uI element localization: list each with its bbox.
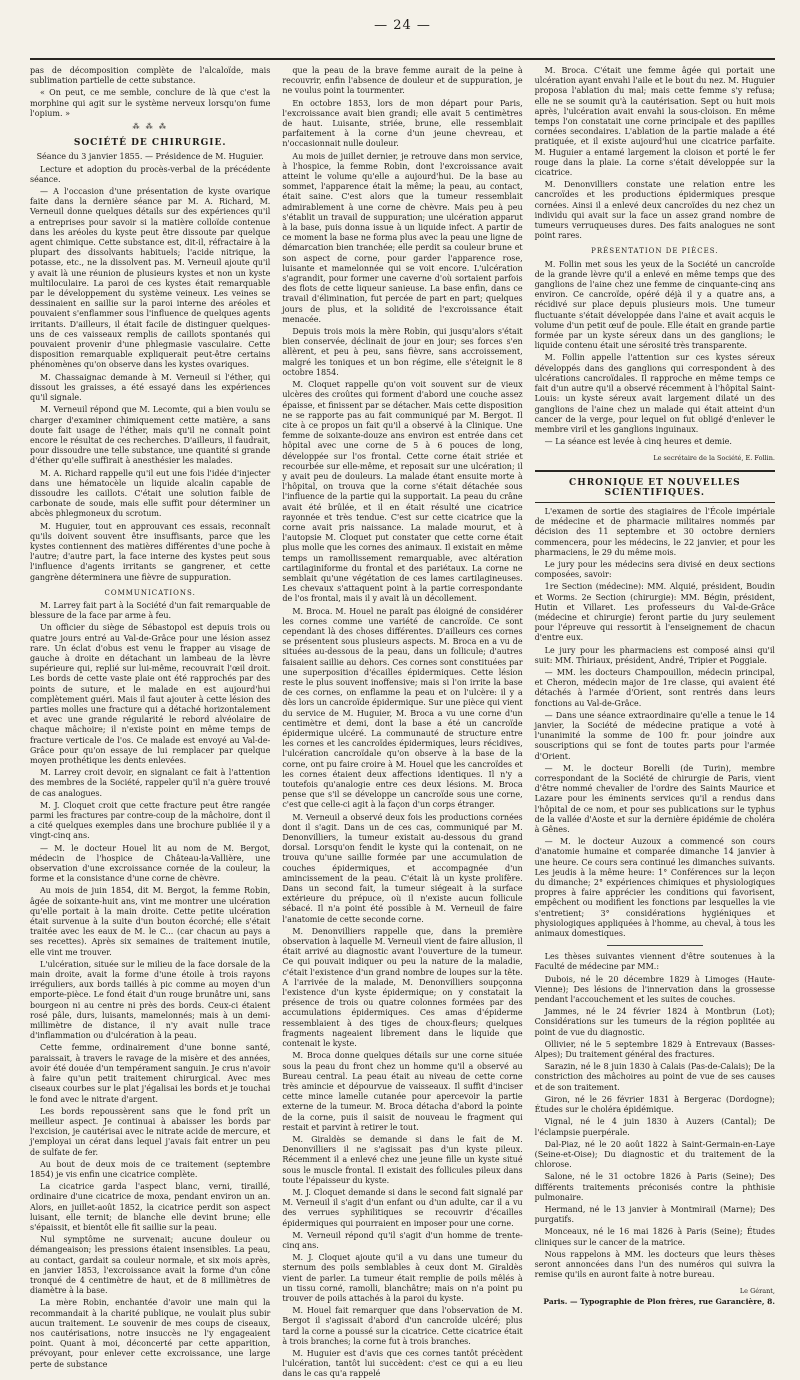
paragraph: M. Denonvilliers rappelle que, dans la première observation à laquelle M. Verneuil vient de faire allusion, il était arrivé au diagnostic avant l'ouverture de la tumeur. Ce qui pouvait indiquer ou peu la nature de la maladie, c'était l'existence d'un grand nombre de loupes sur la tête. A l'arrivée de la malade, M. Denonvilliers soupçonna l'existence d'un kyste épidermique; on y constatait la présence de trois ou quatre colonnes formées par des accumulations épidermiques. Ces amas d'épiderme ressemblaient à des tiges de choux-fleurs; quelques fragments nageaient librement dans le liquide que contenait le kyste. xyxy=(282,926,523,1049)
paragraph: M. Huguier est d'avis que ces cornes tantôt précèdent l'ulcération, tantôt lui succèdent: c'est ce qui a eu lieu dans le cas qu'a rappelé xyxy=(282,1348,523,1379)
paragraph: Monceaux, né le 16 mai 1826 à Paris (Seine); Études cliniques sur le cancer de la matrice. xyxy=(534,1227,775,1247)
paragraph: Nous rappelons à MM. les docteurs que leurs thèses seront annoncées dans l'un des numéros qui suivra la remise qu'ils en auront faite à notre bureau. xyxy=(534,1249,775,1280)
paragraph: M. Houel fait remarquer que dans l'observation de M. Bergot il s'agissait d'abord d'un cancroïde ulcéré; plus tard la corne a poussé sur la cicatrice. Cette cicatrice était à trois branches; la corne fut à trois branches. xyxy=(282,1306,523,1346)
paragraph: pas de décomposition complète de l'alcaloïde, mais sublimation partielle de cette substance. xyxy=(30,66,271,86)
paragraph: M. Follin met sous les yeux de la Société un cancroïde de la grande lèvre qu'il a enlevé en même temps que des ganglions de l'aine chez une femme de cinquante-cinq ans environ. Ce cancroïde, opéré déjà il y a quatre ans, a récidivé sur place depuis plusieurs mois. Une tumeur fluctuante s'était développée dans l'aine et avait acquis le volume d'un petit œuf de poule. Elle était en grande partie formée par un kyste séreux dans un des ganglions; le liquide contenu était une sérosité très transparente. xyxy=(534,259,775,351)
paragraph: Dubois, né le 20 décembre 1829 à Limoges (Haute-Vienne); Des lésions de l'innervation dans la grossesse pendant l'accouchement et les suites de couches. xyxy=(534,974,775,1005)
paragraph-group xyxy=(30,601,270,1370)
paragraph: Lecture et adoption du procès-verbal de la précédente séance. xyxy=(30,164,271,184)
paragraph: La cicatrice garda l'aspect blanc, verni, tiraillé, ordinaire d'une cicatrice de moxa, pendant environ un an. Alors, en juillet-août 1852, la cicatrice perdit son aspect luisant, elle ternit; de blanche elle devint brune; elle s'épaissit, et bientôt elle fit saillie sur la peau. xyxy=(30,1182,271,1232)
paragraph: Au bout de deux mois de ce traitement (septembre 1854) je vis enfin une cicatrice complète. xyxy=(30,1159,271,1179)
paragraph: L'ulcération, située sur le milieu de la face dorsale de la main droite, avait la forme d'une étoile à trois rayons irréguliers, aux bords taillés à pic comme au moyen d'un emporte-pièce. Le fond était d'un rouge brunâtre uni, sans bourgeon ni au centre ni près des bords. Ceux-ci étaient rosé pâle, durs, luisants, mamelonnés; mais à un demi-millimètre de distance, il n'y avait nulle trace d'inflammation ou d'ulcération à la peau. xyxy=(30,959,271,1041)
imprint-line: Paris. — Typographie de Plon frères, rue Garancière, 8. xyxy=(543,1296,775,1306)
divider xyxy=(535,470,775,472)
paragraph: Au mois de juillet dernier, je retrouve dans mon service, à l'hospice, la femme Robin, dont l'excroissance avait atteint le volume qu'elle a aujourd'hui. De la base au sommet, l'apparence était la même; la peau, au contact, était saine. C'est alors que la tumeur ressemblait admirablement à une corne de chèvre. Mais peu à peu s'établit un travail de suppuration; une ulcération apparut à la base, puis donna issue à un liquide infect. A partir de ce moment la base ne forma plus avec la peau une ligne de démarcation bien tranchée; elle perdit sa couleur brune et son aspect de corne, pour garder l'apparence rose, luisante et mamelonnée qui se voit encore. L'ulcération s'agrandit, pour former une caverne d'où sortaient parfois des flots de cette liqueur sanieuse. La base enfin, dans ce travail d'élimination, fut percée de part en part; quelques jours de plus, et la solidité de l'excroissance était menacée. xyxy=(282,151,523,324)
paragraph: En octobre 1853, lors de mon départ pour Paris, l'excroissance avait bien grandi; elle avait 5 centimètres de haut. Luisante, striée, brune, elle ressemblait parfaitement à la corne d'un jeune chevreau, et n'occasionnait nulle douleur. xyxy=(282,98,523,149)
paragraph: — M. le docteur Borelli (de Turin), membre correspondant de la Société de chirurgie de Paris, vient d'être nommé chevalier de l'ordre des Saints Maurice et Lazare pour les éminents services qu'il a rendus dans l'hôpital de ce nom, et pour ses publications sur le typhus de la vallée d'Aoste et sur la dernière épidémie de choléra à Gênes. xyxy=(534,763,775,835)
paragraph: Ollivier, né le 5 septembre 1829 à Entrevaux (Basses-Alpes); Du traitement général des fractures. xyxy=(534,1039,775,1060)
paragraph: Nul symptôme ne survenait; aucune douleur ou démangeaison; les pressions étaient insensibles. La peau, au contact, gardait sa couleur normale, et six mois après, en janvier 1853, l'excroissance avait la forme d'un cône tronqué de 4 centimètre de haut, et de 8 millimètres de diamètre à la base. xyxy=(30,1235,271,1296)
paragraph: Depuis trois mois la mère Robin, qui jusqu'alors s'était bien conservée, déclinait de jour en jour; ses forces s'en allèrent, et peu à peu, sans fièvre, sans accroissement, malgré les toniques et un bon régime, elle s'éteignit le 8 octobre 1854. xyxy=(282,327,523,377)
paragraph: M. Broca. M. Houel ne paraît pas éloigné de considérer les cornes comme une variété de cancroïde. Ce sont cependant là des choses différentes. D'ailleurs ces cornes se présentent sous plusieurs aspects. M. Broca en a vu de situées au-dessous de la peau, dans un follicule; d'autres faisaient saillie au dehors. Ces cornes sont constituées par une superposition d'écailles épidermiques. Cette lésion reste le plus souvent inoffensive; mais si l'on irrite la base de ces cornes, on enflamme la peau et on l'ulcère: il y a dès lors un cancroïde épidermique. Sur une pièce qui vient du service de M. Huguier, M. Broca a vu une corne d'un centimètre et demi, dont la base a été un cancroïde épidermique ulcéré. La communauté de structure entre les cornes et les cancroïdes épidermiques, leurs récidives, l'ulcération cancroïdale qu'on observe à la base de la corne, ont pu faire croire à M. Houel que les cancroïdes et les cornes étaient deux affections identiques. Il n'y a toutefois qu'analogie entre ces deux lésions. M. Broca pense que s'il se développe un cancroïde sous une corne, c'est que celle-ci agit à la façon d'un corps étranger. xyxy=(282,606,523,810)
paragraph-group xyxy=(30,165,270,583)
paragraph: M. Verneuil répond que M. Lecomte, qui a bien voulu se charger d'examiner chimiquement cette matière, a sans doute fait usage de l'éther, mais qu'il ne connaît point encore le résultat de ces recherches. D'ailleurs, il faudrait, pour dissoudre une telle substance, une quantité si grande d'éther qu'elle suffirait à anesthésier les malades. xyxy=(30,405,271,466)
paragraph: M. J. Cloquet croit que cette fracture peut être rangée parmi les fractures par contre-coup de la mâchoire, dont il a cité quelques exemples dans une brochure publiée il y a vingt-cinq ans. xyxy=(30,800,271,841)
paragraph: Dal-Piaz, né le 20 août 1822 à Saint-Germain-en-Laye (Seine-et-Oise); Du diagnostic et du traitement de la chlorose. xyxy=(534,1139,775,1170)
header-rule xyxy=(30,58,775,60)
ornament-divider: ⁂ ⁂ ⁂ xyxy=(132,123,168,132)
divider xyxy=(607,945,703,946)
paragraph: Cette femme, ordinairement d'une bonne santé, paraissait, à travers le ravage de la misère et des années, avoir été douée d'un tempérament sanguin. Je crus n'avoir à faire qu'un petit traitement chirurgical. Avec mes ciseaux courbes sur le plat j'égalisai les bords et je touchai le fond avec le nitrate d'argent. xyxy=(30,1043,271,1104)
paragraph: M. Verneuil a observé deux fois les productions cornées dont il s'agit. Dans un de ces cas, communiqué par M. Denonvilliers, la tumeur existait au-dessous du grand dorsal. Lorsqu'on fendit le kyste qui la contenait, on ne trouva qu'une saillie formée par une accumulation de couches épidermiques, et accompagnée d'un amincissement de la peau. C'était là un kyste prolifère. Dans un second fait, la tumeur siégeait à la surface extérieure du prépuce, où il n'existe aucun follicule sébacé. Il n'a point été possible à M. Verneuil de faire l'anatomie de cette seconde corne. xyxy=(282,812,523,924)
section-title: SOCIÉTÉ DE CHIRURGIE. xyxy=(73,138,227,149)
presentation-title: PRÉSENTATION DE PIÈCES. xyxy=(591,247,719,256)
paragraph: M. A. Richard rappelle qu'il eut une fois l'idée d'injecter dans une hématocèle un liquide alcalin capable de dissoudre les caillots. C'était une solution faible de carbonate de soude, mais elle suffit pour déterminer un abcès phlegmoneux du scrotum. xyxy=(30,468,271,519)
paragraph: M. Follin appelle l'attention sur ces kystes séreux développés dans des ganglions qui correspondent à des ulcérations cancroïdales. Il rapproche en même temps ce fait d'un autre qu'il a observé récemment à l'hôpital Saint-Louis: un kyste séreux avait largement dilaté un des ganglions de l'aine chez un malade qui était atteint d'un cancer de la verge, pour lequel on fut obligé d'enlever le membre viril et les ganglions inguinaux. xyxy=(534,353,775,434)
paragraph: M. Broca. C'était une femme âgée qui portait une ulcération ayant envahi l'aile et le bout du nez. M. Huguier proposa l'ablation du mal; mais cette femme s'y refusa; elle ne se soumit qu'à la cautérisation. Sept ou huit mois après, l'ulcération avait envahi la sous-cloison. En même temps l'on constatait une corne principale et des papilles cornées secondaires. L'ablation de la partie malade a été pratiquée, et il existe aujourd'hui une cicatrice parfaite. M. Huguier a entamé largement la cloison et porté le fer rouge dans la plaie. La corne s'était développée sur la cicatrice. xyxy=(534,66,775,178)
paragraph: 1re Section (médecine): MM. Alquié, président, Boudin et Worms. 2e Section (chirurgie): MM. Bégin, président, Hutin et Villaret. Les professeurs du Val-de-Grâce (médecine et chirurgie) feront partie du jury seulement pour l'épreuve qui ressortit à l'enseignement de chacun d'entre eux. xyxy=(534,582,775,643)
columns xyxy=(30,66,775,1379)
paragraph-group xyxy=(535,260,775,448)
paragraph: — A l'occasion d'une présentation de kyste ovarique faite dans la dernière séance par M. A. Richard, M. Verneuil donne quelques détails sur des expériences qu'il a entreprises pour savoir si la matière colloïde contenue dans les aréoles du kyste peut être dissoute par quelque agent chimique. Cette substance est, dit-il, réfractaire à la plupart des dissolvants habituels; l'acide nitrique, la potasse, etc., ne la dissolvent pas. M. Verneuil ajoute qu'il y avait là une réunion de plusieurs kystes et non un kyste multiloculaire. La paroi de ces kystes était remarquable par le développement du système veineux. Les veines se dessinaient en saillie sur la paroi interne des aréoles et pouvaient s'enflammer sous l'influence de quelques agents irritants. D'ailleurs, il était facile de distinguer quelques-uns de ces vaisseaux remplis de caillots spontanés qui pouvaient provenir d'une phlegmasie vasculaire. Cette disposition remarquable expliquerait peut-être certains phénomènes qu'on observe dans les kystes ovariques. xyxy=(30,187,271,370)
paragraph: — M. le docteur Auzoux a commencé son cours d'anatomie humaine et comparée dimanche 14 janvier à une heure. Ce cours sera continué les dimanches suivants. Les jeudis à la même heure: 1° Conférences sur la leçon du dimanche; 2° expériences chimiques et physiologiques propres à faire apprécier les conditions qui favorisent, empêchent ou modifient les fonctions par lesquelles la vie s'entretient; 3° considérations hygiéniques et physiologiques appliquées à l'homme, au cheval, à tous les animaux domestiques. xyxy=(534,837,775,939)
paragraph: M. Chassaignac demande à M. Verneuil si l'éther, qui dissout les graisses, a été essayé dans les expériences qu'il signale. xyxy=(30,372,271,403)
chronique-title: CHRONIQUE ET NOUVELLES SCIENTIFIQUES. xyxy=(569,477,741,498)
paragraph: M. Cloquet rappelle qu'on voit souvent sur de vieux ulcères des croûtes qui forment d'abord une couche assez épaisse, et finissent par se détacher. Mais cette disposition ne se rapporte pas au fait communiqué par M. Bergot. Il cite à ce propos un fait qu'il a observé à la Clinique. Une femme de soixante-douze ans environ est entrée dans cet hôpital avec une corne de 5 à 6 pouces de long, développée sur l'os frontal. Cette corne était striée et recourbée sur elle-même, et reposait sur une ulcération; il y avait peu de douleurs. La malade étant ensuite morte à l'hôpital, on trouva que la corne s'était détachée sous l'influence de la partie qui la supportait. La peau du crâne avait été brûlée, et il en était résulté une cicatrice rayonnée et très tendue. C'est sur cette cicatrice que la corne avait pris naissance. La malade mourut, et à l'autopsie M. Cloquet put constater que cette corne était plus molle que les cornes des animaux. Il existait en même temps un ramollissement remarquable, avec altération cartilaginiforme du frontal et des pariétaux. La corne ne semblait qu'une végétation de ces lames cartilagineuses. Les chevaux s'attaquent point à la partie correspondante de l'os frontal, mais il y avait là un décollement. xyxy=(282,380,523,604)
paragraph: Giron, né le 26 février 1831 à Bergerac (Dordogne); Études sur le choléra épidémique. xyxy=(534,1094,775,1115)
paragraph: Au mois de juin 1854, dit M. Bergot, la femme Robin, âgée de soixante-huit ans, vint me montrer une ulcération qu'elle portait à la main droite. Cette petite ulcération était survenue à la suite d'un bouton écorché; elle s'était traitée avec les eaux de M. le C... (car chacun au pays a ses recettes). Après six semaines de traitement inutile, elle vint me trouver. xyxy=(30,886,271,957)
paragraph: La mère Robin, enchantée d'avoir une main qui la recommandait à la charité publique, ne voulait plus subir aucun traitement. Le souvenir de mes coups de ciseaux, nos cautérisations, notre insuccès ne l'y engageaient point. Quant à moi, déconcerté par cette apparition, prévoyant, pour enlever cette excroissance, une large perte de substance xyxy=(30,1298,271,1369)
paragraph: Le jury pour les médecins sera divisé en deux sections composées, savoir: xyxy=(534,559,775,580)
manager-signature: Le Gérant, xyxy=(739,1287,775,1296)
paragraph: Hermand, né le 13 janvier à Montmirail (Marne); Des purgatifs. xyxy=(534,1204,775,1225)
page-number: — 24 — xyxy=(374,18,431,33)
column-1 xyxy=(30,66,271,1369)
paragraph: que la peau de la brave femme aurait de la peine à recouvrir, enfin l'absence de douleur et de suppuration, je ne voulus point la tourmenter. xyxy=(282,66,523,96)
paragraph-group xyxy=(282,66,522,1380)
divider xyxy=(535,502,775,503)
paragraph-group xyxy=(535,66,775,241)
paragraph: Jammes, né le 24 février 1824 à Montbrun (Lot); Considérations sur les tumeurs de la région poplitée au point de vue du diagnostic. xyxy=(534,1007,775,1037)
paragraph: Sarazin, né le 8 juin 1830 à Calais (Pas-de-Calais); De la constriction des mâchoires au point de vue de ses causes et de son traitement. xyxy=(534,1062,775,1092)
paragraph: M. Larrey fait part à la Société d'un fait remarquable de blessure de la face par arme à feu. xyxy=(30,600,271,621)
paragraph: M. Broca donne quelques détails sur une corne située sous la peau du front chez un homme qu'il a observé au Bureau central. La peau était au niveau de cette corne très amincie et dépourvue de vaisseaux. Il suffit d'inciser cette mince lamelle cutanée pour apercevoir la partie externe de la tumeur. M. Broca détacha d'abord la pointe de la corne, puis il saisit de nouveau le fragment qui restait et parvint à retirer le tout. xyxy=(282,1051,523,1132)
paragraph: M. Giraldès se demande si dans le fait de M. Denonvilliers il ne s'agissait pas d'un kyste pileux. Récemment il a enlevé chez une jeune fille un kyste situé sous le muscle frontal. Il existait des follicules pileux dans toute l'épaisseur du kyste. xyxy=(282,1134,523,1185)
paragraph: L'examen de sortie des stagiaires de l'École impériale de médecine et de pharmacie militaires nommés par décision des 11 septembre et 30 octobre derniers commencera, pour les médecins, le 22 janvier, et pour les pharmaciens, le 29 du même mois. xyxy=(534,506,775,557)
secretary-signature: Le secrétaire de la Société, E. Follin. xyxy=(653,454,775,463)
paragraph: — M. le docteur Houel lit au nom de M. Bergot, médecin de l'hospice de Château-la-Vallière, une observation d'une excroissance cornée de la couleur, la forme et la consistance d'une corne de chèvre. xyxy=(30,843,271,884)
paragraph: — Dans une séance extraordinaire qu'elle a tenue le 14 janvier, la Société de médecine pratique a voté à l'unanimité la somme de 100 fr. pour joindre aux souscriptions qui se font de toutes parts pour l'armée d'Orient. xyxy=(534,710,775,761)
session-line: Séance du 3 janvier 1855. — Présidence de M. Huguier. xyxy=(36,152,264,162)
paragraph: Vignal, né le 4 juin 1830 à Auzers (Cantal); De l'éclampsie puerpérale. xyxy=(534,1117,775,1137)
paragraph: Les bords repoussèrent sans que le fond prît un meilleur aspect. Je continuai à abaisser les bords par l'excision, je cautérisai avec le nitrate acide de mercure, et j'employai un cérat dans lequel j'avais fait entrer un peu de sulfate de fer. xyxy=(30,1106,271,1157)
paragraph: Le jury pour les pharmaciens est composé ainsi qu'il suit: MM. Thiriaux, président, André, Tripier et Poggiale. xyxy=(534,645,775,665)
paragraph: M. J. Cloquet demande si dans le second fait signalé par M. Verneuil il s'agit d'un enfant ou d'un adulte, car il a vu des verrues syphilitiques se recouvrir d'écailles épidermiques qui pourraient en imposer pour une corne. xyxy=(282,1187,523,1228)
communications-title: COMMUNICATIONS. xyxy=(104,588,196,597)
paragraph: M. Huguier, tout en approuvant ces essais, reconnaît qu'ils doivent souvent être insuffisants, parce que les kystes contiennent des matières différentes d'une poche à l'autre; d'autre part, la face interne des kystes peut sous l'influence d'agents irritants se gangrener, et cette gangrène déterminera une fièvre de suppuration. xyxy=(30,521,271,582)
theses-intro: Les thèses suivantes viennent d'être soutenues à la Faculté de médecine par MM.: xyxy=(534,952,775,972)
column-3 xyxy=(534,66,775,1306)
paragraph: Salone, né le 31 octobre 1826 à Paris (Seine); Des différents traitements préconisés contre la phthisie pulmonaire. xyxy=(534,1172,775,1202)
paragraph: M. Verneuil répond qu'il s'agit d'un homme de trente-cinq ans. xyxy=(282,1230,523,1250)
paragraph: M. J. Cloquet ajoute qu'il a vu dans une tumeur du sternum des poils semblables à ceux dont M. Giraldès vient de parler. La tumeur était remplie de poils mêlés à un tissu corné, ramolli, blanchâtre; mais on n'a point pu trouver de poils attachés à la paroi du kyste. xyxy=(282,1253,523,1303)
theses-list xyxy=(535,975,775,1281)
paragraph-group xyxy=(535,507,775,939)
paragraph: M. Denonvilliers constate une relation entre les cancroïdes et les productions épidermiques presque cornées. Ainsi il a enlevé deux cancroïdes du nez chez un individu qui avait sur la face un assez grand nombre de tumeurs verruqueuses dures. Des faits analogues ne sont point rares. xyxy=(534,180,775,241)
paragraph: — La séance est levée à cinq heures et demie. xyxy=(544,437,732,447)
column-2 xyxy=(282,66,523,1379)
paragraph: « On peut, ce me semble, conclure de là que c'est la morphine qui agit sur le système nerveux lorsqu'on fume l'opium. » xyxy=(30,88,271,118)
paragraph: M. Larrey croit devoir, en signalant ce fait à l'attention des membres de la Société, rappeler qu'il n'a guère trouvé de cas analogues. xyxy=(30,768,271,798)
paragraph: — MM. les docteurs Champouillon, médecin principal, et Cheron, médecin major de 1re classe, qui avaient été détachés à l'armée d'Orient, sont rentrés dans leurs fonctions au Val-de-Grâce. xyxy=(534,667,775,708)
newspaper-page xyxy=(30,18,775,1379)
paragraph: Un officier du siège de Sébastopol est depuis trois ou quatre jours entré au Val-de-Grâce pour une lésion assez rare. Un éclat d'obus est venu le frapper au visage de gauche à droite en détachant un lambeau de la lèvre supérieure qui, replié sur lui-même, recouvrait l'œil droit. Les bords de cette vaste plaie ont été rapprochés par des points de suture, et le malade en est aujourd'hui complètement guéri. Mais il faut ajouter à cette lésion des parties molles une fracture qui a détaché horizontalement et avec une grande régularité le rebord alvéolaire de chaque mâchoire; il n'existe point en même temps de fracture verticale de l'os. Ce malade est envoyé au Val-de-Grâce pour qu'on essaye de lui remplacer par quelque moyen prothétique les dents enlevées. xyxy=(30,623,271,765)
